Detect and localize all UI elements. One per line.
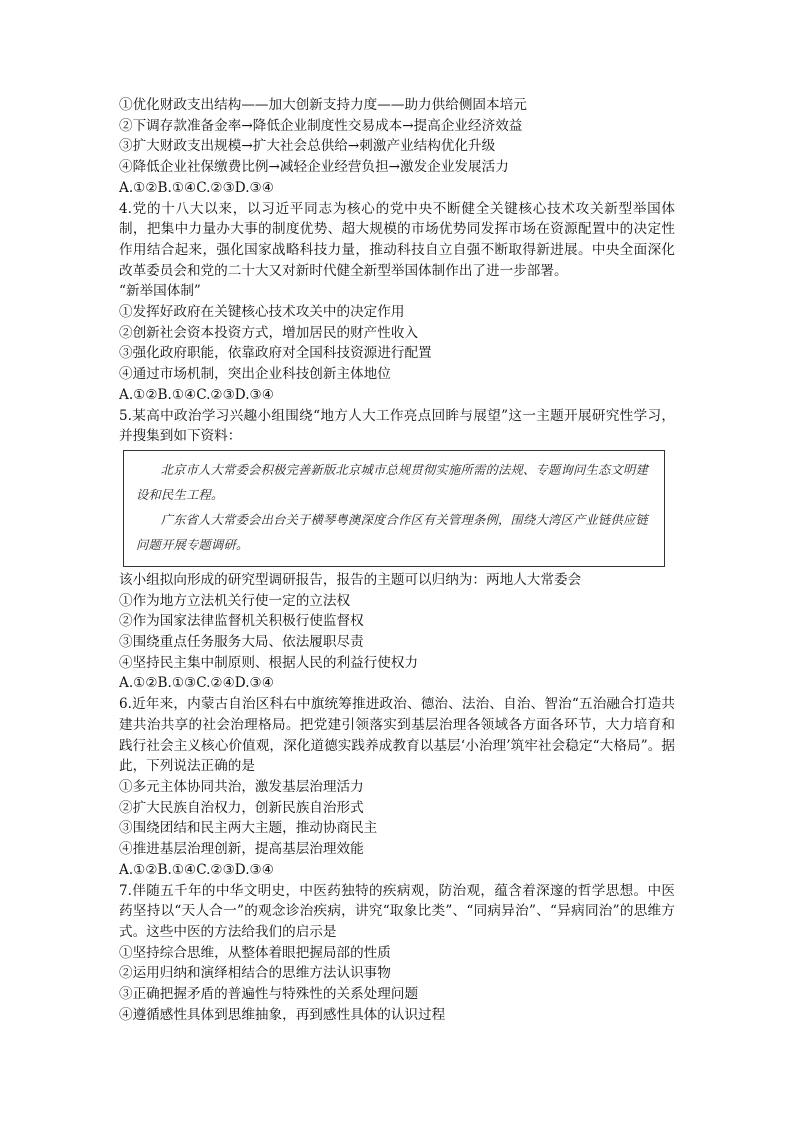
q3-option-3: ③扩大财政支出规模→扩大社会总供给→刺激产业结构优化升级 bbox=[119, 138, 496, 155]
exam-page bbox=[119, 95, 675, 1025]
q7-option-2: ②运用归纳和演绎相结合的思维方法认识事物 bbox=[119, 965, 391, 982]
q5-option-2: ②作为国家法律监督机关积极行使监督权 bbox=[119, 613, 364, 630]
q5-question: 该小组拟向形成的研究型调研报告，报告的主题可以归纳为：两地人大常委会 bbox=[119, 571, 582, 588]
question-6-block bbox=[119, 694, 675, 880]
question-3-block bbox=[119, 95, 675, 199]
q4-option-1: ①发挥好政府在关键核心技术攻关中的决定作用 bbox=[119, 304, 405, 321]
question-4-block bbox=[119, 199, 675, 406]
q7-stem: 7.伴随五千年的中华文明史，中医药独特的疾病观，防治观，蕴含着深邃的哲学思想。中医药坚持以“天人合一”的观念诊治疾病，讲究“取象比类”、“同病异治”、“异病同治”的思维方式。这些中医的方法给我们的启示是 bbox=[119, 882, 675, 940]
q6-option-1: ①多元主体协同共治，激发基层治理活力 bbox=[119, 778, 364, 795]
q4-option-4: ④通过市场机制，突出企业科技创新主体地位 bbox=[119, 366, 391, 383]
q6-option-4: ④推进基层治理创新，提高基层治理效能 bbox=[119, 841, 364, 858]
question-5-block bbox=[119, 406, 675, 695]
q7-option-3: ③正确把握矛盾的普遍性与特殊性的关系处理问题 bbox=[119, 986, 419, 1003]
q6-stem: 6.近年来，内蒙古自治区科右中旗统筹推进政治、德治、法治、自治、智治“五治融合打造共建共治共享的社会治理格局。把党建引领落实到基层治理各领域各方面各环节，大力培育和践行社会主义核心价值观，深化道德实践养成教育以基层‘小治理’筑牢社会稳定“大格局”。据此，下列说法正确的是 bbox=[119, 696, 675, 775]
q5-stem: 5.某高中政治学习兴趣小组围绕“地方人大工作亮点回眸与展望”这一主题开展研究性学习，并搜集到如下资料： bbox=[119, 407, 675, 445]
q3-option-2: ②下调存款准备金率→降低企业制度性交易成本→提高企业经济效益 bbox=[119, 117, 523, 134]
q7-option-4: ④遵循感性具体到思维抽象，再到感性具体的认识过程 bbox=[119, 1006, 446, 1023]
q3-option-1: ①优化财政支出结构——加大创新支持力度——助力供给侧固本培元 bbox=[119, 97, 527, 113]
q5-option-3: ③围绕重点任务服务大局、依法履职尽责 bbox=[119, 634, 364, 651]
q3-option-4: ④降低企业社保缴费比例→减轻企业经营负担→激发企业发展活力 bbox=[119, 159, 509, 176]
q4-choices: A.①②B.①④C.②③D.③④ bbox=[119, 386, 274, 403]
q6-option-3: ③围绕团结和民主两大主题，推动协商民主 bbox=[119, 820, 378, 837]
q5-material-beijing: 北京市人大常委会积极完善新版北京城市总规贯彻实施所需的法规、专题询问生态文明建设和民生工程。 bbox=[136, 462, 648, 502]
q3-choices: A.①②B.①④C.②③D.③④ bbox=[119, 179, 274, 196]
q7-option-1: ①坚持综合思维，从整体着眼把握局部的性质 bbox=[119, 944, 391, 961]
q4-lead: “新举国体制” bbox=[119, 283, 201, 300]
q4-stem: 4.党的十八大以来，以习近平同志为核心的党中央不断健全关键核心技术攻关新型举国体制，把集中力量办大事的制度优势、超大规模的市场优势同发挥市场在资源配置中的决定性作用结合起来，强化国家战略科技力量，推动科技自立自强不断取得新进展。中央全面深化改革委员会和党的二十大又对新时代健全新型举国体制作出了进一步部署。 bbox=[119, 200, 675, 279]
q5-option-4: ④坚持民主集中制原则、根据人民的利益行使权力 bbox=[119, 654, 419, 671]
q5-material-box bbox=[123, 450, 665, 567]
q5-material-guangdong: 广东省人大常委会出台关于横琴粤澳深度合作区有关管理条例，围绕大湾区产业链供应链问题开展专题调研。 bbox=[136, 512, 648, 552]
question-7-block bbox=[119, 881, 675, 1026]
q4-option-2: ②创新社会资本投资方式，增加居民的财产性收入 bbox=[119, 324, 419, 341]
q5-choices: A.①②B.①③C.②④D.③④ bbox=[119, 675, 274, 692]
q5-option-1: ①作为地方立法机关行使一定的立法权 bbox=[119, 592, 351, 609]
q4-option-3: ③强化政府职能，依靠政府对全国科技资源进行配置 bbox=[119, 345, 432, 362]
q6-choices: A.①②B.①④C.②③D.③④ bbox=[119, 861, 274, 878]
q6-option-2: ②扩大民族自治权力，创新民族自治形式 bbox=[119, 799, 364, 816]
